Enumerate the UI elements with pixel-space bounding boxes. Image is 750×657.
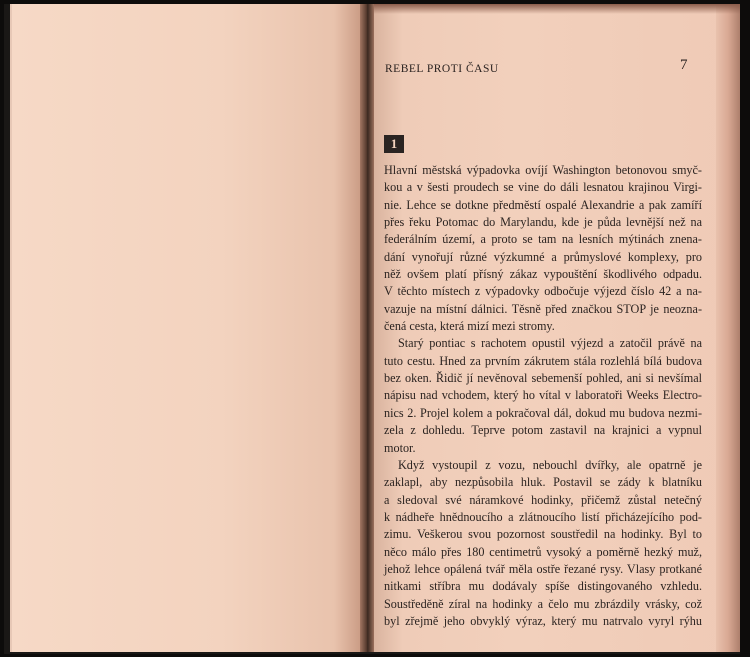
book-gutter <box>360 4 374 652</box>
text-line: nics 2. Projel kolem a pokračoval dál, dokud mu budova nezmi- <box>384 405 702 420</box>
text-line: tuto cestu. Hned za prvním zákrutem stála rozlehlá bílá budova <box>384 353 702 368</box>
text-line: a sledoval své náramkové hodinky, přičemž zůstal netečný <box>384 492 702 507</box>
chapter-number: 1 <box>384 135 404 153</box>
text-line: něco málo přes 180 centimetrů vysoký a poměrně hezký muž, <box>384 544 702 559</box>
text-line: bez oken. Řidič jí nevěnoval sebemenší pohled, ani si nevšímal <box>384 371 702 386</box>
text-line: byl zřejmě jeho obvyklý výraz, který mu natrvalo vyryl rýhu <box>384 613 702 628</box>
page-top-shadow <box>374 4 740 14</box>
text-line: čená cesta, která mizí mezi stromy. <box>384 319 555 334</box>
text-line: zimu. Veškerou svou pozornost soustředil na hodinky. Byl to <box>384 527 702 542</box>
text-line: V těchto místech z výpadovky odbočuje výjezd číslo 42 a na- <box>384 284 702 299</box>
left-page <box>10 4 362 652</box>
text-line: Starý pontiac s rachotem opustil výjezd a zatočil právě na <box>398 336 702 351</box>
page-number: 7 <box>680 57 688 73</box>
text-line: k nádheře hnědnoucího a zlátnoucího listí přicházejícího pod- <box>384 509 702 524</box>
text-line: kou a v šesti proudech se vine do dáli lesnatou krajinou Virgi- <box>384 180 702 195</box>
text-line: zaklapl, aby nezpůsobila hluk. Postavil se zády k blatníku <box>384 475 702 490</box>
text-line: přes řeku Potomac do Marylandu, kde je půda levnější než na <box>384 215 702 230</box>
text-line: nie. Lehce se dotkne předměstí ospalé Alexandrie a pak zamíří <box>384 197 702 212</box>
body-text <box>384 162 702 630</box>
running-head: REBEL PROTI ČASU <box>385 63 499 75</box>
text-line: Když vystoupil z vozu, nebouchl dvířky, ale opatrně je <box>398 457 702 472</box>
text-line: vazuje na místní dálnici. Těsně před značkou STOP je neozna- <box>384 301 702 316</box>
text-line: jehož lehce opálená tvář měla ostře řezané rysy. Vlasy protkané <box>384 561 702 576</box>
text-line: dání vynořují různé výzkumné a průmyslové komplexy, pro <box>384 249 702 264</box>
text-line: zela z dohledu. Teprve potom zastavil na krajnici a vypnul <box>384 423 702 438</box>
text-line: motor. <box>384 440 416 455</box>
text-line: nápisu nad vchodem, který ho vítal v laboratoři Weeks Electro- <box>384 388 702 403</box>
text-line: něž ovšem platí přísný zákaz vypouštění škodlivého odpadu. <box>384 267 702 282</box>
text-line: Hlavní městská výpadovka ovíjí Washington betonovou smyč- <box>384 163 702 177</box>
page-edge <box>716 4 740 652</box>
text-line: federálním území, a proto se tam na lesních mýtinách znena- <box>384 232 702 247</box>
text-line: Soustředěně zíral na hodinky a čelo mu zbrázdily vrásky, což <box>384 596 702 611</box>
text-line: nitkami stříbra mu dodávaly spíše distingovaného vzhledu. <box>384 579 702 594</box>
